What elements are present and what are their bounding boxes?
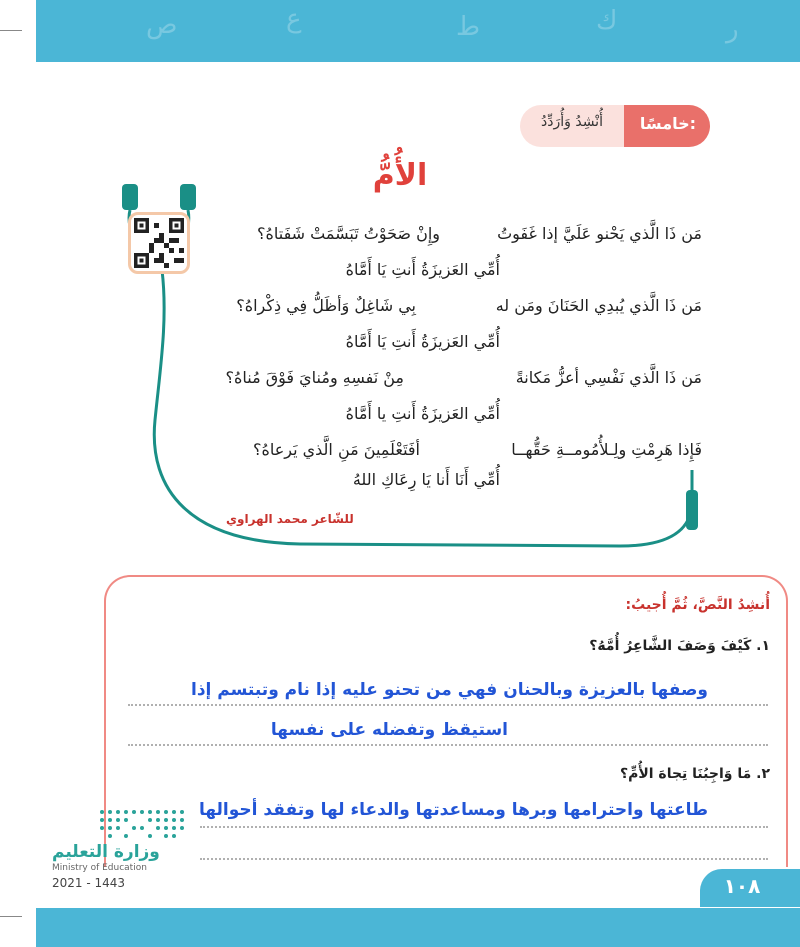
qr-code-icon	[134, 218, 184, 268]
top-banner: ص ع ط ك ر	[36, 0, 800, 62]
poet-credit: للشّاعر محمد الهراوي	[226, 512, 354, 526]
answer-line-4	[200, 858, 768, 860]
refrain-4: أُمِّي أَنَا أَنا يَا رِعَاكِ اللهُ	[352, 470, 500, 489]
verse-3-left: مِنْ نَفسِهِ ومُنايَ فَوْقَ مُناهُ؟	[225, 368, 404, 387]
answer-1-line-2[interactable]: استيقظ وتفضله على نفسها	[270, 720, 508, 740]
verse-4-right: فَإِذا هَرِمْتِ ولِـلأُمُومــةِ حَقُّهــا	[511, 440, 702, 459]
refrain-2: أُمِّي العَزيزَةُ أَنتِ يَا أَمَّاهُ	[345, 332, 500, 351]
answer-1-line-1[interactable]: وصفها بالعزيزة وبالحنان فهي من تحنو عليه إذا نام وتبتسم إذا	[191, 680, 708, 700]
ministry-name-ar: وزارة التعليم	[52, 842, 160, 862]
ministry-name-en: Ministry of Education	[52, 863, 147, 873]
qr-code[interactable]	[128, 212, 190, 274]
questions-instruction: أُنشِدُ النَّصَّ، ثُمَّ أُجيبُ:	[625, 597, 770, 613]
page-number: ١٠٨	[723, 874, 761, 898]
crop-mark	[0, 916, 22, 917]
crop-mark	[0, 30, 22, 31]
question-2: ٢. مَا وَاجِبُنَا تِجاهَ الأُمِّ؟	[619, 766, 770, 782]
question-1: ١. كَيْفَ وَصَفَ الشَّاعِرُ أُمَّهُ؟	[589, 638, 770, 654]
verse-1-left: وإِنْ صَحَوْتُ تَبَسَّمَتْ شَفَتاهُ؟	[256, 224, 440, 243]
answer-2[interactable]: طاعتها واحترامها وبرها ومساعدتها والدعاء لها وتفقد أحوالها	[198, 800, 708, 820]
verse-4-left: أفَتَعْلَمِينَ مَنِ الَّذي يَرعاهُ؟	[252, 440, 420, 459]
section-subtitle: أُنْشِدُ وَأُرَدِّدُ	[541, 114, 603, 130]
poem-title: الأُمُّ	[372, 158, 428, 193]
bottom-banner	[36, 908, 800, 947]
verse-2-left: بِي شَاغِلٌ وَأظَلُّ فِي ذِكْراهُ؟	[236, 296, 416, 315]
edition-year: 2021 - 1443	[52, 876, 126, 890]
ministry-logo-icon	[52, 806, 192, 840]
answer-line-3	[200, 826, 768, 828]
answer-line-2	[128, 744, 768, 746]
section-label: خامسًا:	[639, 114, 697, 133]
answer-line-1	[128, 704, 768, 706]
verse-2-right: مَن ذَا الَّذي يُبدِي الحَنَانَ ومَن له	[495, 296, 702, 315]
refrain-3: أُمِّي العَزيزَةُ أَنتِ يا أَمَّاهُ	[345, 404, 500, 423]
verse-1-right: مَن ذَا الَّذي يَحْنو عَلَيَّ إذا غَفَوتُ	[497, 224, 702, 243]
refrain-1: أُمِّي العَزيزَةُ أَنتِ يَا أَمَّاهُ	[345, 260, 500, 279]
verse-3-right: مَن ذَا الَّذي نَفْسِي أعزُّ مَكانةً	[515, 368, 702, 387]
